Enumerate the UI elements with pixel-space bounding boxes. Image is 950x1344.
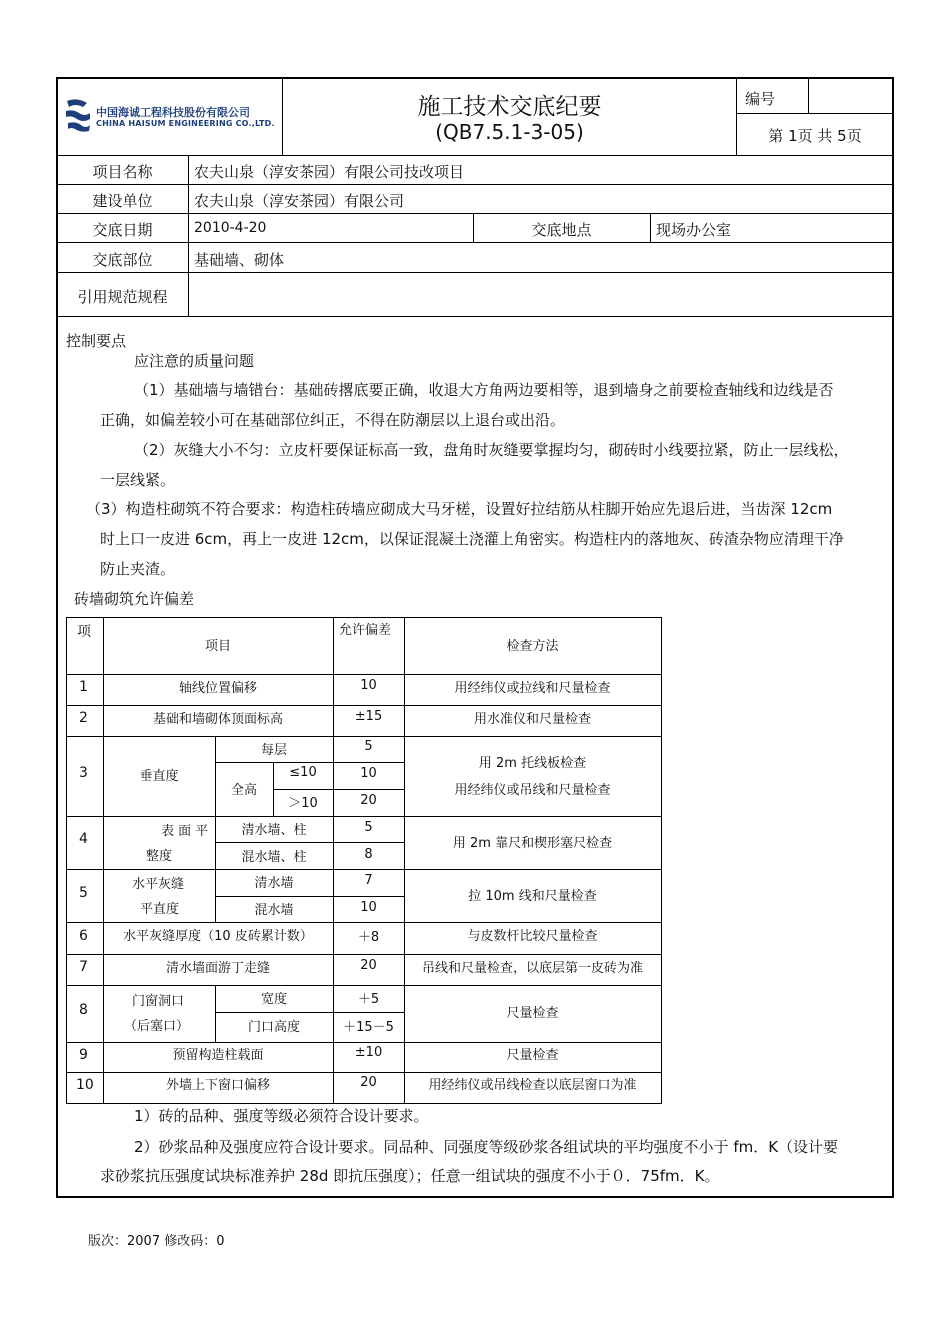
row-4-item-line2: 整度	[146, 849, 173, 864]
company-name-en: CHINA HAISUM ENGINEERING CO.,LTD.	[96, 119, 275, 128]
row-8-allow1: ＋5	[357, 992, 380, 1007]
place-value: 现场办公室	[656, 221, 732, 239]
paragraph-3-line-3: 防止夹渣。	[100, 560, 176, 578]
builder: 农夫山泉（淳安茶园）有限公司	[194, 192, 405, 210]
row-4-no: 4	[79, 831, 88, 847]
row-8-allow2: ＋15－5	[343, 1020, 394, 1035]
table-row-line	[66, 674, 661, 675]
row-4-method: 用 2m 靠尺和楔形塞尺检查	[452, 836, 613, 851]
header-bottom-line	[57, 155, 893, 156]
table-row-line	[66, 736, 661, 737]
row-4-item-line1: 表 面 平	[161, 824, 209, 839]
row-1-no: 1	[79, 679, 88, 695]
table-row-line	[66, 985, 661, 986]
row-8-item-line1: 门窗洞口	[132, 994, 185, 1009]
row-3-sub1: 每层	[260, 743, 287, 758]
part-value: 基础墙、砌体	[194, 251, 285, 269]
row-5-no: 5	[79, 885, 88, 901]
table-row-line	[66, 1072, 661, 1073]
row-3-sub2a: ≤10	[289, 765, 317, 780]
paragraph-1-line-2: 正确，如偏差较小可在基础部位纠正，不得在防潮层以上退台或出沿。	[100, 411, 566, 429]
row-3-sub2: 全高	[230, 783, 257, 798]
row-8-method: 尺量检查	[506, 1006, 559, 1021]
info-row-line	[57, 213, 893, 214]
control-points-heading: 控制要点	[66, 332, 127, 350]
row-5-item-line1: 水平灰缝	[132, 877, 185, 892]
number-label: 编号	[745, 90, 776, 108]
row-10-method: 用经纬仪或吊线检查以底层窗口为准	[428, 1078, 637, 1093]
row-3-sub2b: ＞10	[288, 796, 318, 811]
table-row-line	[215, 1012, 405, 1013]
paragraph-1-line-1: （1）基础墙与墙错台：基础砖撂底要正确，收退大方角两边要相等，退到墙身之前要检查轴线和边线是否	[134, 381, 834, 399]
builder-label: 建设单位	[92, 192, 153, 210]
paragraph-3-line-2: 时上口一皮进 6cm，再上一皮进 12cm，以保证混凝土浇灌上角密实。构造柱内的落地灰、砖渣杂物应清理干净	[100, 530, 844, 548]
row-7-allow: 20	[360, 958, 377, 973]
header-number-split	[808, 78, 809, 113]
table-row-line	[66, 816, 661, 817]
page-title: 施工技术交底纪要	[417, 94, 602, 120]
row-7-no: 7	[79, 959, 88, 975]
note-2-line-1: 2）砂浆品种及强度应符合设计要求。同品种、同强度等级砂浆各组试块的平均强度不小于 fm．K（设计要	[134, 1138, 839, 1156]
row-10-no: 10	[76, 1077, 94, 1093]
row-1-allow: 10	[360, 678, 377, 693]
row-5-allow2: 10	[360, 900, 377, 915]
row-5-method: 拉 10m 线和尺量检查	[468, 889, 597, 904]
row-9-item: 预留构造柱载面	[172, 1048, 264, 1063]
table-row-line	[273, 789, 405, 790]
row-6-allow: ＋8	[357, 930, 380, 945]
note-1: 1）砖的品种、强度等级必须符合设计要求。	[134, 1107, 429, 1125]
version-footer: 版次：2007 修改码：0	[88, 1234, 225, 1249]
company-logo	[63, 95, 93, 133]
table-row-line	[215, 842, 405, 843]
row-2-allow: ±15	[354, 709, 383, 724]
part-label: 交底部位	[92, 251, 153, 269]
row-3-allow1: 5	[364, 739, 373, 754]
row-4-allow1: 5	[364, 820, 373, 835]
row-3-item: 垂直度	[139, 769, 179, 784]
row-8-item-line2: （后塞口）	[124, 1019, 190, 1034]
paragraph-2-line-1: （2）灰缝大小不匀：立皮杆要保证标高一致，盘角时灰缝要掌握均匀，砌砖时小线要拉紧，防止一层线松，	[134, 441, 849, 459]
note-2-line-2: 求砂浆抗压强度试块标准养护 28d 即抗压强度）；任意一组试块的强度不小于０．75fm．K。	[100, 1167, 720, 1185]
header-method: 检查方法	[506, 639, 559, 654]
company-name-cn: 中国海诚工程科技股份有限公司	[96, 106, 250, 119]
paragraph-3-line-1: （3）构造柱砌筑不符合要求：构造柱砖墙应砌成大马牙槎，设置好拉结筋从柱脚开始应先退后进，当齿深 12cm	[86, 500, 833, 518]
paragraph-2-line-2: 一层线紧。	[100, 471, 176, 489]
row-2-item: 基础和墙砌体顶面标高	[152, 712, 283, 727]
row-3-method1: 用 2m 托线板检查	[478, 756, 587, 771]
row-3-no: 3	[79, 765, 88, 781]
row-8-sub2: 门口高度	[247, 1020, 300, 1035]
row-7-method: 吊线和尺量检查，以底层第一皮砖为准	[421, 961, 643, 976]
row-9-no: 9	[79, 1047, 88, 1063]
header-number-divider	[736, 113, 893, 114]
table-row-line	[66, 705, 661, 706]
row-2-method: 用水准仪和尺量检查	[473, 712, 591, 727]
logo-mark-icon	[63, 95, 93, 133]
row-5-allow1: 7	[364, 873, 373, 888]
row-8-no: 8	[79, 1002, 88, 1018]
info-row-line	[57, 184, 893, 185]
row-7-item: 清水墙面游丁走缝	[165, 961, 270, 976]
spec-label: 引用规范规程	[77, 288, 168, 306]
row-6-method: 与皮数杆比较尺量检查	[467, 929, 598, 944]
row-2-no: 2	[79, 710, 88, 726]
info-row-line	[57, 316, 893, 317]
table-row-line	[66, 954, 661, 955]
table-caption: 砖墙砌筑允许偏差	[74, 590, 195, 608]
row-4-allow2: 8	[364, 847, 373, 862]
row-5-sub2: 混水墙	[254, 903, 294, 918]
row-3-method2: 用经纬仪或吊线和尺量检查	[454, 783, 611, 798]
row-3-allow2: 10	[360, 766, 377, 781]
row-1-method: 用经纬仪或拉线和尺量检查	[454, 681, 611, 696]
header-item: 项目	[204, 639, 231, 654]
info-label-divider	[188, 155, 189, 316]
row-3-allow3: 20	[360, 793, 377, 808]
info-place-divider	[650, 213, 651, 242]
row-4-sub2: 混水墙、柱	[241, 850, 307, 865]
document-code: (QB7.5.1-3-05)	[435, 120, 584, 144]
row-10-allow: 20	[360, 1075, 377, 1090]
project-name-label: 项目名称	[92, 163, 153, 181]
table-row-line	[215, 762, 405, 763]
deviation-table	[66, 617, 662, 1104]
page-info: 第 1页 共 5页	[768, 127, 862, 145]
date-value: 2010-4-20	[194, 220, 267, 236]
row-6-no: 6	[79, 928, 88, 944]
header-no: 项	[77, 624, 91, 640]
row-10-item: 外墙上下窗口偏移	[165, 1078, 270, 1093]
table-row-line	[66, 922, 661, 923]
row-9-method: 尺量检查	[506, 1048, 559, 1063]
date-label: 交底日期	[92, 221, 153, 239]
row-4-sub1: 清水墙、柱	[241, 823, 307, 838]
table-row-line	[66, 1042, 661, 1043]
row-5-item-line2: 平直度	[140, 902, 180, 917]
row-5-sub1: 清水墙	[254, 876, 294, 891]
place-label: 交底地点	[531, 221, 592, 239]
info-row-line	[57, 242, 893, 243]
row-1-item: 轴线位置偏移	[178, 681, 257, 696]
table-row-line	[215, 896, 405, 897]
header-allow: 允许偏差	[339, 623, 392, 638]
project-name: 农夫山泉（淳安茶园）有限公司技改项目	[194, 163, 465, 181]
row-6-item: 水平灰缝厚度（10 皮砖累计数）	[123, 929, 313, 944]
info-row-line	[57, 272, 893, 273]
row-9-allow: ±10	[354, 1045, 383, 1060]
table-row-line	[66, 869, 661, 870]
row-8-sub1: 宽度	[260, 992, 287, 1007]
quality-title: 应注意的质量问题	[134, 352, 255, 370]
